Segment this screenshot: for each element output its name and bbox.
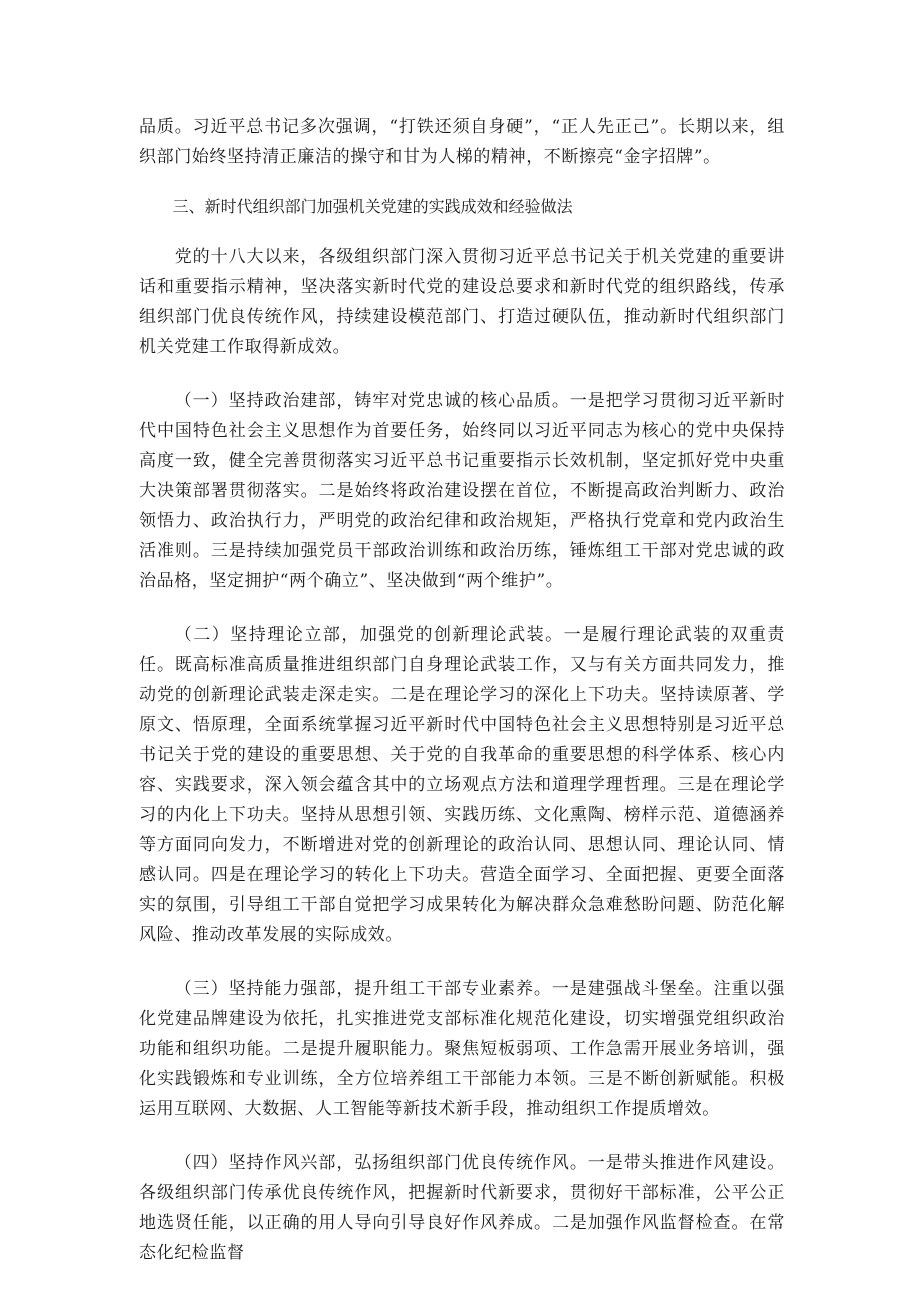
paragraph-theory-building: （二）坚持理论立部，加强党的创新理论武装。一是履行理论武装的双重责任。既高标准高质量推进组织部门自身理论武装工作，又与有关方面共同发力，推动党的创新理论武装走深走实。二是在理论学习的深化上下功夫。坚持读原著、学原文、悟原理，全面系统掌握习近平新时代中国特色社会主义思想特别是习近平总书记关于党的建设的重要思想、关于党的自我革命的重要思想的科学体系、核心内容、实践要求，深入领会蕴含其中的立场观点方法和道理学理哲理。三是在理论学习的内化上下功夫。坚持从思想引领、实践历练、文化熏陶、榜样示范、道德涵养等方面同向发力，不断增进对党的创新理论的政治认同、思想认同、理论认同、情感认同。四是在理论学习的转化上下功夫。营造全面学习、全面把握、更要全面落实的氛围，引导组工干部自觉把学习成果转化为解决群众急难愁盼问题、防范化解风险、推动改革发展的实际成效。 (139, 625, 785, 945)
paragraph-style-building: （四）坚持作风兴部，弘扬组织部门优良传统作风。一是带头推进作风建设。各级组织部门传承优良传统作风，把握新时代新要求，贯彻好干部标准，公平公正地选贤任能，以正确的用人导向引导良好作风养成。二是加强作风监督检查。在常态化纪检监督 (139, 1153, 785, 1263)
section-heading: 三、新时代组织部门加强机关党建的实践成效和经验做法 (172, 197, 573, 216)
paragraph-capability-building: （三）坚持能力强部，提升组工干部专业素养。一是建强战斗堡垒。注重以强化党建品牌建设为依托，扎实推进党支部标准化规范化建设，切实增强党组织政治功能和组织功能。二是提升履职能力。聚焦短板弱项、工作急需开展业务培训，强化实践锻炼和专业训练，全方位培养组工干部能力本领。三是不断创新赋能。积极运用互联网、大数据、人工智能等新技术新手段，推动组织工作提质增效。 (139, 979, 785, 1119)
paragraph-continued: 品质。习近平总书记多次强调，“打铁还须自身硬”，“正人先正己”。长期以来，组织部门始终坚持清正廉洁的操守和甘为人梯的精神，不断擦亮“金字招牌”。 (139, 117, 785, 167)
paragraph-political-building: （一）坚持政治建部，铸牢对党忠诚的核心品质。一是把学习贯彻习近平新时代中国特色社会主义思想作为首要任务，始终同以习近平同志为核心的党中央保持高度一致，健全完善贯彻落实习近平总书记重要指示长效机制，坚定抓好党中央重大决策部署贯彻落实。二是始终将政治建设摆在首位，不断提高政治判断力、政治领悟力、政治执行力，严明党的政治纪律和政治规矩，严格执行党章和党内政治生活准则。三是持续加强党员干部政治训练和政治历练，锤炼组工干部对党忠诚的政治品格，坚定拥护“两个确立”、坚决做到“两个维护”。 (139, 391, 785, 591)
document-page (139, 112, 785, 1268)
paragraph-intro: 党的十八大以来，各级组织部门深入贯彻习近平总书记关于机关党建的重要讲话和重要指示精神，坚决落实新时代党的建设总要求和新时代党的组织路线，传承组织部门优良传统作风，持续建设模范部门、打造过硬队伍，推动新时代组织部门机关党建工作取得新成效。 (139, 247, 785, 357)
